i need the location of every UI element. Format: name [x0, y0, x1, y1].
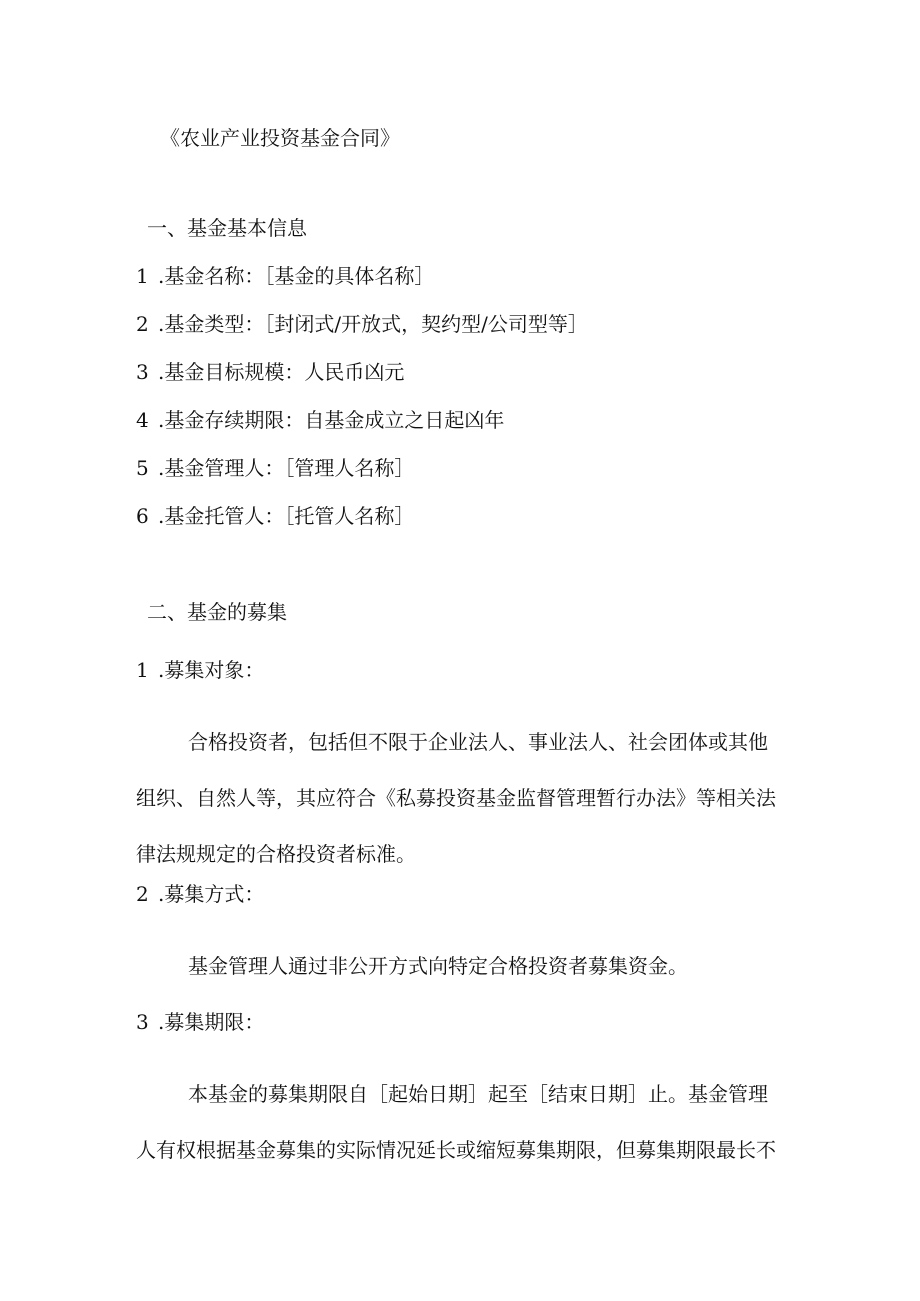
item-number: 1: [136, 658, 149, 682]
info-item-fund-name: [136, 262, 434, 290]
item-text: .募集对象：: [158, 658, 265, 682]
item-number: 3: [136, 360, 149, 384]
section-heading-fundraising: 二、基金的募集: [147, 600, 287, 624]
item-number: 2: [136, 312, 149, 336]
paragraph-text: 本基金的募集期限自［起始日期］起至［结束日期］止。基金管理人有权根据基金募集的实际情况延长或缩短募集期限，但募集期限最长不: [136, 1082, 776, 1162]
item-number: 5: [136, 456, 149, 480]
item-text: .募集方式：: [158, 882, 265, 906]
subsection-target-investors: [136, 656, 264, 684]
info-item-manager: [136, 454, 414, 482]
section-heading-basic-info: 一、基金基本信息: [147, 216, 307, 240]
item-text: .募集期限：: [158, 1010, 265, 1034]
item-text: .基金管理人：［管理人名称］: [158, 456, 415, 480]
item-text: .基金目标规模：人民币凶元: [158, 360, 405, 384]
item-number: 4: [136, 408, 149, 432]
subsection-fundraising-period: [136, 1008, 264, 1036]
subsection-fundraising-method: [136, 880, 264, 908]
info-item-custodian: [136, 502, 414, 530]
item-text: .基金名称：［基金的具体名称］: [158, 264, 435, 288]
paragraph-text: 合格投资者，包括但不限于企业法人、事业法人、社会团体或其他组织、自然人等，其应符合《私募投资基金监督管理暂行办法》等相关法律法规规定的合格投资者标准。: [136, 730, 776, 866]
item-text: .基金类型：［封闭式/开放式，契约型/公司型等］: [158, 312, 588, 336]
paragraph-target-investors: [136, 714, 776, 882]
item-text: .基金托管人：［托管人名称］: [158, 504, 415, 528]
item-number: 1: [136, 264, 149, 288]
document-title: 《农业产业投资基金合同》: [160, 126, 400, 150]
item-number: 6: [136, 504, 149, 528]
info-item-fund-type: [136, 310, 588, 338]
paragraph-fundraising-method: [136, 938, 776, 994]
info-item-target-size: [136, 358, 404, 386]
paragraph-text: 基金管理人通过非公开方式向特定合格投资者募集资金。: [188, 954, 688, 978]
paragraph-fundraising-period: [136, 1066, 776, 1178]
item-number: 3: [136, 1010, 149, 1034]
item-text: .基金存续期限：自基金成立之日起凶年: [158, 408, 505, 432]
info-item-duration: [136, 406, 504, 434]
item-number: 2: [136, 882, 149, 906]
